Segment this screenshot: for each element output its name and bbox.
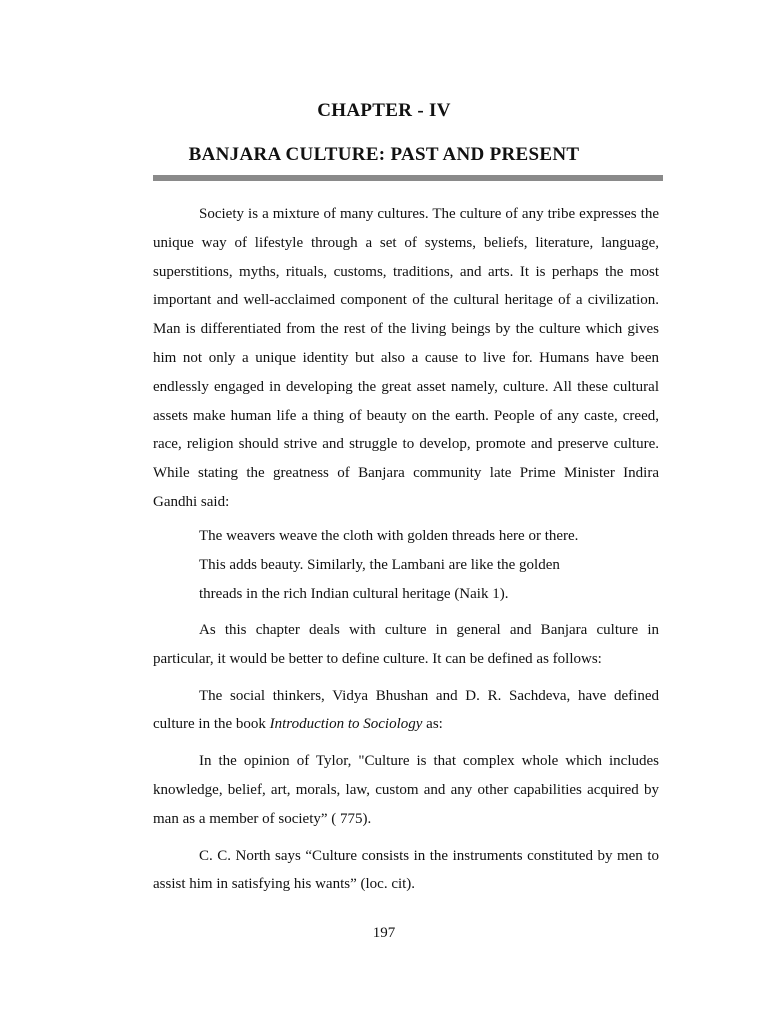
- block-quote: [199, 522, 619, 608]
- quote-line-2: This adds beauty. Similarly, the Lambani are like the golden: [199, 556, 560, 573]
- paragraph-1: Society is a mixture of many cultures. The culture of any tribe expresses the unique way of lifestyle through a set of systems, beliefs, literature, language, superstitions, myths, rituals, customs, traditions, and arts. It is perhaps the most important and well-acclaimed component of the cultural heritage of a civilization. Man is differentiated from the rest of the living beings by the culture which gives him not only a unique identity but also a cause to live for. Humans have been endlessly engaged in developing the great asset namely, culture. All these cultural assets make human life a thing of beauty on the earth. People of any caste, creed, race, religion should strive and struggle to develop, promote and preserve culture. While stating the greatness of Banjara community late Prime Minister Indira Gandhi said:: [153, 206, 659, 510]
- chapter-label: CHAPTER - IV: [317, 100, 451, 121]
- paragraph-4: In the opinion of Tylor, "Culture is that complex whole which includes knowledge, belief, art, morals, law, custom and any other capabilities acquired by man as a member of society” ( 775).: [153, 753, 659, 827]
- paragraph-3-text-after: as:: [422, 716, 443, 733]
- paragraph-2: As this chapter deals with culture in general and Banjara culture in particular, it would be better to define culture. It can be defined as follows:: [153, 622, 659, 667]
- body-section-2: [153, 616, 659, 907]
- quote-line-1: The weavers weave the cloth with golden threads here or there.: [199, 528, 579, 544]
- paragraph-3-text-before: The social thinkers, Vidya Bhushan and D. R. Sachdeva, have defined culture in the book: [153, 687, 659, 733]
- title-divider: [153, 175, 663, 181]
- paragraph-5: C. C. North says “Culture consists in the instruments constituted by men to assist him in satisfying his wants” (loc. cit).: [153, 847, 659, 893]
- paragraph-3: [153, 682, 659, 740]
- chapter-title: BANJARA CULTURE: PAST AND PRESENT: [188, 144, 580, 165]
- page-number: 197: [372, 925, 396, 941]
- book-title: Introduction to Sociology: [269, 716, 423, 733]
- quote-line-3: threads in the rich Indian cultural heritage (Naik 1).: [199, 585, 509, 602]
- body-section-1: [153, 200, 659, 517]
